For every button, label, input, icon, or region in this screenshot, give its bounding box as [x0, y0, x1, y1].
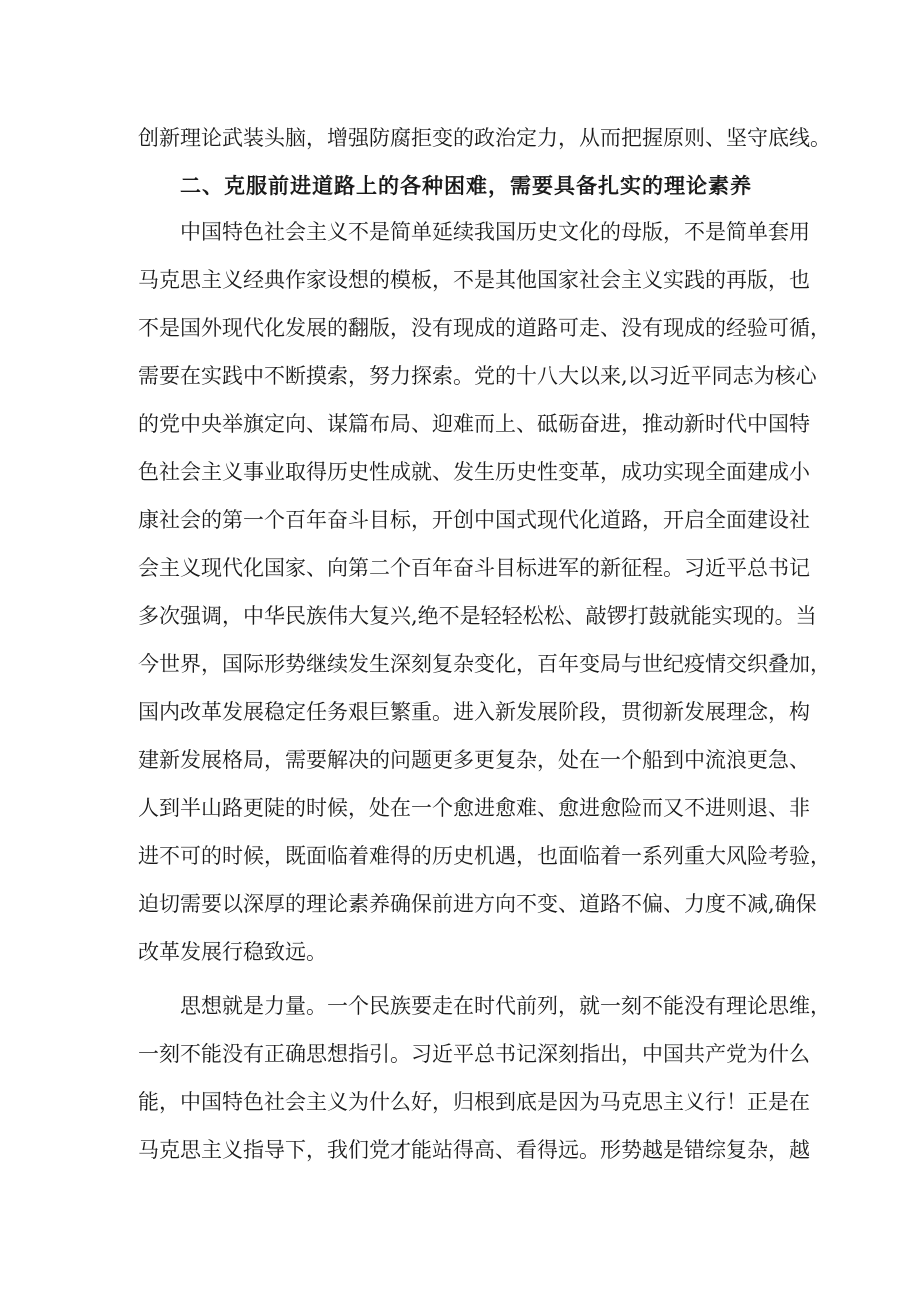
paragraph-line: 今世界，国际形势继续发生深刻复杂变化，百年变局与世纪疫情交织叠加， [138, 652, 831, 676]
paragraph-line: 中国特色社会主义不是简单延续我国历史文化的母版，不是简单套用 [180, 220, 810, 244]
paragraph-line: 会主义现代化国家、向第二个百年奋斗目标进军的新征程。习近平总书记 [138, 556, 810, 580]
paragraph-line: 一刻不能没有正确思想指引。习近平总书记深刻指出，中国共产党为什么 [138, 1042, 810, 1066]
paragraph-line: 迫切需要以深厚的理论素养确保前进方向不变、道路不偏、力度不减,确保 [138, 892, 817, 916]
paragraph-line: 改革发展行稳致远。 [138, 940, 327, 964]
paragraph-line: 马克思主义经典作家设想的模板，不是其他国家社会主义实践的再版，也 [138, 268, 810, 292]
paragraph-line: 进不可的时候，既面临着难得的历史机遇，也面临着一系列重大风险考验， [138, 844, 831, 868]
paragraph-line: 色社会主义事业取得历史性成就、发生历史性变革，成功实现全面建成小 [138, 460, 810, 484]
continuation-line: 创新理论武装头脑，增强防腐拒变的政治定力，从而把握原则、坚守底线。 [138, 126, 831, 150]
paragraph-line: 国内改革发展稳定任务艰巨繁重。进入新发展阶段，贯彻新发展理念，构 [138, 700, 810, 724]
paragraph-line: 人到半山路更陡的时候，处在一个愈进愈难、愈进愈险而又不进则退、非 [138, 796, 810, 820]
paragraph-line: 马克思主义指导下，我们党才能站得高、看得远。形势越是错综复杂，越 [138, 1138, 810, 1162]
paragraph-line: 康社会的第一个百年奋斗目标，开创中国式现代化道路，开启全面建设社 [138, 508, 810, 532]
section-heading: 二、克服前进道路上的各种困难，需要具备扎实的理论素养 [180, 173, 752, 198]
paragraph-line: 不是国外现代化发展的翻版，没有现成的道路可走、没有现成的经验可循， [138, 316, 831, 340]
paragraph-line: 多次强调，中华民族伟大复兴,绝不是轻轻松松、敲锣打鼓就能实现的。当 [138, 604, 817, 628]
paragraph-line: 思想就是力量。一个民族要走在时代前列，就一刻不能没有理论思维， [180, 994, 831, 1018]
paragraph-line: 的党中央举旗定向、谋篇布局、迎难而上、砥砺奋进，推动新时代中国特 [138, 412, 810, 436]
paragraph-line: 能，中国特色社会主义为什么好，归根到底是因为马克思主义行！正是在 [138, 1090, 810, 1114]
paragraph-line: 建新发展格局，需要解决的问题更多更复杂，处在一个船到中流浪更急、 [138, 748, 810, 772]
paragraph-line: 需要在实践中不断摸索，努力探索。党的十八大以来,以习近平同志为核心 [138, 364, 817, 388]
